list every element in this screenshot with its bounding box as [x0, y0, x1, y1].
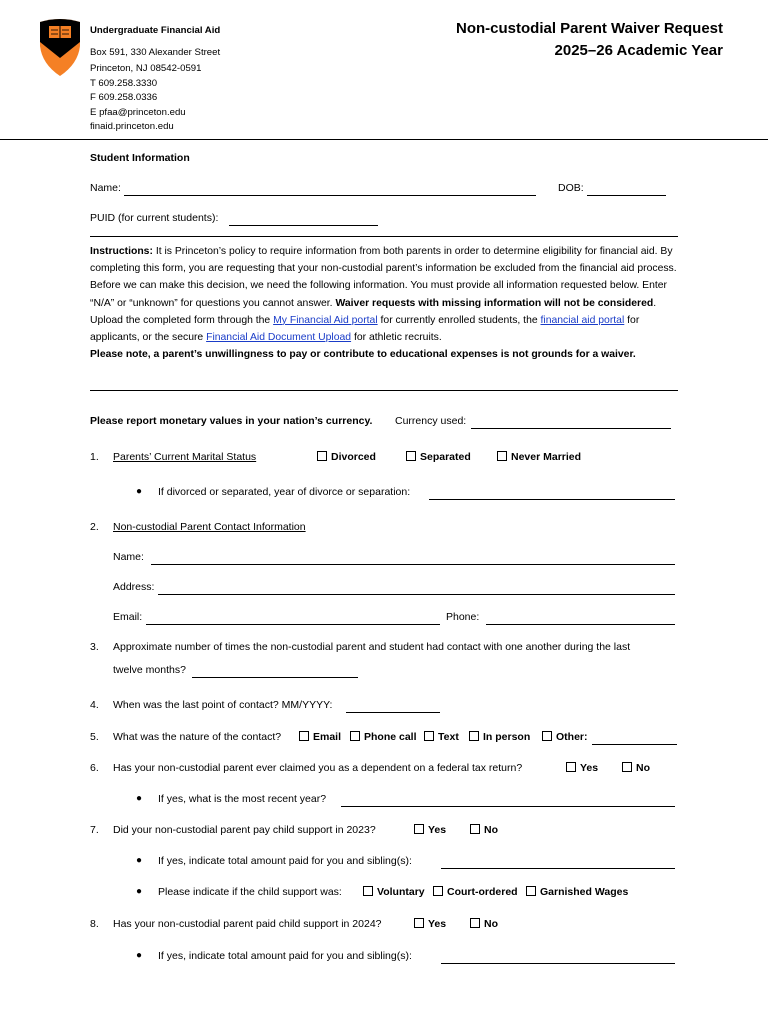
option-label: Never Married [511, 451, 582, 463]
dob-label: DOB: [558, 182, 584, 194]
phone-number: T 609.258.3330 [90, 77, 158, 89]
q1-option-divorced[interactable] [317, 451, 376, 463]
form-title [456, 18, 723, 62]
q7-amount-label: If yes, indicate total amount paid for you and sibling(s): [158, 855, 412, 867]
instructions-block [90, 243, 680, 363]
q7-number: 7. [90, 824, 99, 836]
upload-text-c: for applicants, or the secure [90, 314, 640, 344]
upload-text-d: for athletic recruits. [351, 332, 442, 344]
checkbox-icon[interactable] [424, 731, 434, 741]
form-title-line-2: 2025–26 Academic Year [554, 42, 723, 59]
address-line-1: Box 591, 330 Alexander Street [90, 46, 221, 58]
other-contact-field[interactable] [592, 731, 677, 745]
option-label: Email [313, 731, 342, 743]
q1-year-field[interactable] [429, 486, 675, 500]
q7-option-voluntary[interactable] [363, 886, 425, 898]
q3-label-line-1: Approximate number of times the non-custodial parent and student had contact with one another during the last [113, 641, 631, 653]
option-label: Yes [580, 762, 599, 774]
q8-option-yes[interactable] [414, 918, 446, 930]
checkbox-icon[interactable] [497, 451, 507, 461]
puid-label: PUID (for current students): [90, 212, 219, 224]
checkbox-icon[interactable] [414, 918, 424, 928]
q8-number: 8. [90, 918, 99, 930]
bullet-icon: ● [136, 886, 143, 897]
upload-text-a: Upload the completed form through the [90, 314, 274, 326]
header-divider [0, 139, 768, 140]
dob-field[interactable] [587, 182, 666, 196]
q2-name-label: Name: [113, 551, 144, 563]
instructions-bottom-divider [90, 390, 678, 391]
option-label: Divorced [331, 451, 376, 463]
recent-tax-year-field[interactable] [341, 793, 675, 807]
option-label: Voluntary [377, 886, 425, 898]
currency-note: Please report monetary values in your nation’s currency. [90, 415, 373, 427]
student-name-field[interactable] [124, 182, 536, 196]
checkbox-icon[interactable] [363, 886, 373, 896]
office-name: Undergraduate Financial Aid [90, 25, 221, 36]
q3-label-line-2: twelve months? [113, 664, 186, 676]
checkbox-icon[interactable] [433, 886, 443, 896]
q7-option-court-ordered[interactable] [433, 886, 518, 898]
checkbox-icon[interactable] [406, 451, 416, 461]
q8-label: Has your non-custodial parent paid child support in 2024? [113, 918, 382, 930]
student-info-heading: Student Information [90, 152, 190, 164]
q6-option-yes[interactable] [566, 762, 598, 774]
option-label: Phone call [364, 731, 417, 743]
instructions-period: . [653, 297, 657, 309]
q5-option-other[interactable] [542, 731, 588, 743]
bullet-icon: ● [136, 950, 143, 961]
q1-label: Parents’ Current Marital Status [113, 451, 257, 463]
q8-amount-label: If yes, indicate total amount paid for you and sibling(s): [158, 950, 412, 962]
amount-2023-field[interactable] [441, 855, 675, 869]
waiver-note: Please note, a parent’s unwillingness to pay or contribute to educational expenses is not grounds for a waiver. [90, 349, 636, 361]
currency-label: Currency used: [395, 415, 467, 427]
q5-option-email[interactable] [299, 731, 341, 743]
checkbox-icon[interactable] [622, 762, 632, 772]
q6-option-no[interactable] [622, 762, 650, 774]
contact-count-field[interactable] [192, 664, 358, 678]
upload-text-b: for currently enrolled students, the [377, 314, 541, 326]
student-name-label: Name: [90, 182, 121, 194]
option-label: In person [483, 731, 531, 743]
q2-email-label: Email: [113, 611, 143, 623]
checkbox-icon[interactable] [526, 886, 536, 896]
q2-number: 2. [90, 521, 99, 533]
instructions-label: Instructions: [90, 246, 153, 257]
checkbox-icon[interactable] [414, 824, 424, 834]
upload-paragraph [90, 312, 680, 346]
parent-name-field[interactable] [151, 551, 675, 565]
q2-phone-label: Phone: [446, 611, 480, 623]
q6-label: Has your non-custodial parent ever claimed you as a dependent on a federal tax return? [113, 762, 523, 774]
checkbox-icon[interactable] [350, 731, 360, 741]
instructions-text: It is Princeton’s policy to require information from both parents in order to determine eligibility for financial aid. By completing this form, you are requesting that your non-custodial parent’s information be excluded from the financial aid process. Before we can make this decision, we need the following information. You must provide all information requested below. Enter “N/A” or “unknown” for questions you cannot answer. [90, 246, 677, 309]
q5-number: 5. [90, 731, 99, 743]
option-label: Court-ordered [447, 886, 518, 898]
currency-field[interactable] [471, 415, 671, 429]
q5-label: What was the nature of the contact? [113, 731, 282, 743]
fax-number: F 609.258.0336 [90, 92, 158, 103]
option-label: No [484, 918, 498, 930]
q6-sub-label: If yes, what is the most recent year? [158, 793, 327, 805]
document-upload-link[interactable]: Financial Aid Document Upload [206, 332, 352, 344]
princeton-shield-logo [38, 16, 82, 76]
q7-option-yes[interactable] [414, 824, 446, 836]
q2-address-label: Address: [113, 581, 155, 593]
q5-option-phone-call[interactable] [350, 731, 417, 743]
my-financial-aid-portal-link[interactable]: My Financial Aid portal [273, 314, 378, 326]
checkbox-icon[interactable] [566, 762, 576, 772]
q8-option-no[interactable] [470, 918, 498, 930]
q7-label: Did your non-custodial parent pay child support in 2023? [113, 824, 376, 836]
email-address: E pfaa@princeton.edu [90, 106, 186, 118]
checkbox-icon[interactable] [299, 731, 309, 741]
option-label: No [484, 824, 498, 836]
q7-option-garnished-wages[interactable] [526, 886, 628, 898]
q2-label: Non-custodial Parent Contact Information [113, 521, 306, 533]
q3-number: 3. [90, 641, 99, 653]
financial-aid-portal-link[interactable]: financial aid portal [540, 314, 625, 326]
q6-number: 6. [90, 762, 99, 774]
q4-label: When was the last point of contact? MM/YYYY: [113, 699, 333, 711]
checkbox-icon[interactable] [470, 918, 480, 928]
parent-email-field[interactable] [146, 611, 440, 625]
option-label: Garnished Wages [540, 886, 629, 898]
option-label: Yes [428, 824, 447, 836]
amount-2024-field[interactable] [441, 950, 675, 964]
bullet-icon: ● [136, 855, 143, 866]
option-label: No [636, 762, 650, 774]
last-contact-field[interactable] [346, 699, 440, 713]
bullet-icon: ● [136, 486, 143, 497]
bullet-icon: ● [136, 793, 143, 804]
puid-field[interactable] [229, 212, 378, 226]
option-label: Other: [556, 731, 588, 743]
q1-sub-label: If divorced or separated, year of divorce or separation: [158, 486, 411, 498]
checkbox-icon[interactable] [542, 731, 552, 741]
q1-option-never-married[interactable] [497, 451, 581, 463]
q1-number: 1. [90, 451, 99, 463]
website: finaid.princeton.edu [90, 121, 174, 132]
office-address-block [90, 24, 220, 135]
option-label: Text [438, 731, 459, 743]
q5-option-text[interactable] [424, 731, 459, 743]
checkbox-icon[interactable] [317, 451, 327, 461]
parent-phone-field[interactable] [486, 611, 675, 625]
parent-address-field[interactable] [158, 581, 675, 595]
form-title-line-1: Non-custodial Parent Waiver Request [456, 20, 723, 37]
q7-option-no[interactable] [470, 824, 498, 836]
instructions-warning: Waiver requests with missing information will not be considered [335, 297, 654, 309]
q4-number: 4. [90, 699, 99, 711]
instructions-paragraph [90, 243, 680, 312]
q7-support-type-label: Please indicate if the child support was: [158, 886, 342, 898]
q5-option-in-person[interactable] [469, 731, 530, 743]
q1-option-separated[interactable] [406, 451, 471, 463]
checkbox-icon[interactable] [469, 731, 479, 741]
instructions-top-divider [90, 236, 678, 237]
address-line-2: Princeton, NJ 08542-0591 [90, 63, 202, 74]
option-label: Yes [428, 918, 447, 930]
checkbox-icon[interactable] [470, 824, 480, 834]
option-label: Separated [420, 451, 471, 463]
